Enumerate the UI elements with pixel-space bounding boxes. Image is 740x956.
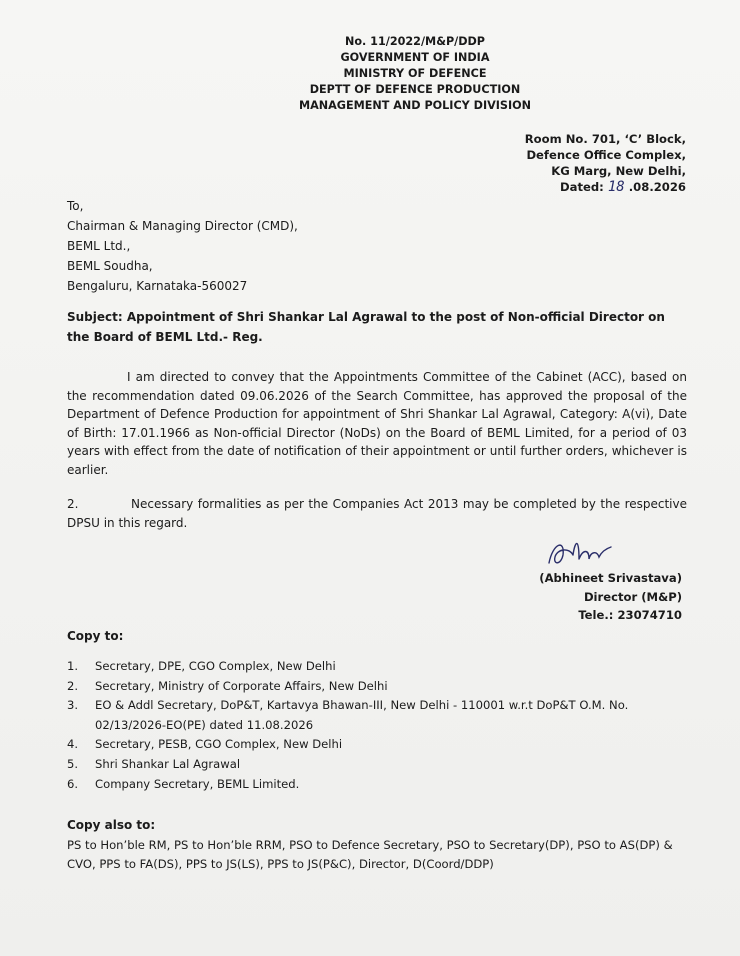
list-item-number: 2. bbox=[67, 678, 79, 693]
copy-also-heading: Copy also to: bbox=[67, 818, 156, 832]
division-line: MANAGEMENT AND POLICY DIVISION bbox=[298, 99, 532, 112]
list-item bbox=[67, 735, 697, 755]
handwritten-signature bbox=[539, 533, 629, 571]
address-line-1: Room No. 701, ‘C’ Block, bbox=[524, 132, 686, 146]
dated-label: Dated: bbox=[560, 180, 604, 194]
list-item bbox=[67, 657, 697, 677]
list-item bbox=[67, 677, 697, 697]
body-paragraph-2 bbox=[67, 495, 687, 532]
subject-line: Subject: Appointment of Shri Shankar Lal Agrawal to the post of Non-official Director on the Board of BEML Ltd.- Reg. bbox=[67, 310, 665, 344]
office-address bbox=[525, 131, 686, 195]
list-item-number: 1. bbox=[67, 659, 79, 673]
signatory-name: (Abhineet Srivastava) bbox=[539, 571, 682, 585]
list-item-number: 4. bbox=[67, 737, 79, 752]
list-item-text: Secretary, DPE, CGO Complex, New Delhi bbox=[95, 659, 336, 673]
list-item-text: Shri Shankar Lal Agrawal bbox=[95, 756, 241, 771]
to-label: To, bbox=[67, 199, 84, 213]
list-item-number: 3. bbox=[67, 698, 79, 713]
list-item bbox=[67, 696, 697, 735]
list-item-text: Company Secretary, BEML Limited. bbox=[95, 776, 300, 791]
copy-to-list bbox=[67, 657, 697, 794]
list-item-text: Secretary, PESB, CGO Complex, New Delhi bbox=[95, 737, 343, 752]
signature-block bbox=[539, 533, 682, 625]
govt-line: GOVERNMENT OF INDIA bbox=[340, 51, 490, 64]
list-item-number: 6. bbox=[67, 776, 79, 791]
addressee-line-2: BEML Ltd., bbox=[67, 239, 131, 253]
addressee-block bbox=[67, 196, 298, 296]
dated-rest: .08.2026 bbox=[628, 180, 686, 194]
letterhead bbox=[0, 34, 740, 114]
ministry-line: MINISTRY OF DEFENCE bbox=[343, 67, 487, 80]
list-item-text: EO & Addl Secretary, DoP&T, Kartavya Bhawan-III, New Delhi - 110001 w.r.t DoP&T O.M. No. 02/13/2026-EO(PE) dated 11.08.2026 bbox=[95, 698, 629, 732]
copy-to-heading: Copy to: bbox=[67, 629, 124, 643]
dated-day-handwritten: 18 bbox=[607, 179, 625, 195]
list-item bbox=[67, 755, 697, 775]
dated-line bbox=[525, 179, 686, 195]
file-number: No. 11/2022/M&P/DDP bbox=[344, 35, 486, 48]
paragraph-number: 2. bbox=[67, 497, 79, 511]
paragraph-text: Necessary formalities as per the Companies Act 2013 may be completed by the respective DPSU in this regard. bbox=[67, 497, 687, 530]
addressee-line-1: Chairman & Managing Director (CMD), bbox=[67, 219, 298, 233]
signatory-telephone: Tele.: 23074710 bbox=[578, 608, 682, 623]
copy-also-text: PS to Hon’ble RM, PS to Hon’ble RRM, PSO to Defence Secretary, PSO to Secretary(DP), PSO to AS(DP) & CVO, PPS to FA(DS), PPS to JS(LS), PPS to JS(P&C), Director, D(Coord/DDP) bbox=[67, 838, 673, 871]
body-paragraph-1: I am directed to convey that the Appointments Committee of the Cabinet (ACC), based on the recommendation dated 09.06.2026 of the Search Committee, has approved the proposal of the Department of Defence Production for appointment of Shri Shankar Lal Agrawal, Category: A(vi), Date of Birth: 17.01.1966 as Non-official Director (NoDs) on the Board of BEML Limited, for a period of 03 years with effect from the date of notification of their appointment or until further orders, whichever is earlier. bbox=[67, 370, 687, 477]
address-line-2: Defence Office Complex, bbox=[526, 148, 686, 162]
department-line: DEPTT OF DEFENCE PRODUCTION bbox=[309, 83, 521, 96]
list-item-number: 5. bbox=[67, 756, 79, 771]
addressee-line-4: Bengaluru, Karnataka-560027 bbox=[67, 279, 248, 293]
addressee-line-3: BEML Soudha, bbox=[67, 259, 153, 273]
signatory-designation: Director (M&P) bbox=[583, 589, 682, 604]
address-line-3: KG Marg, New Delhi, bbox=[551, 164, 686, 178]
list-item bbox=[67, 775, 697, 795]
list-item-text: Secretary, Ministry of Corporate Affairs, New Delhi bbox=[95, 678, 388, 693]
